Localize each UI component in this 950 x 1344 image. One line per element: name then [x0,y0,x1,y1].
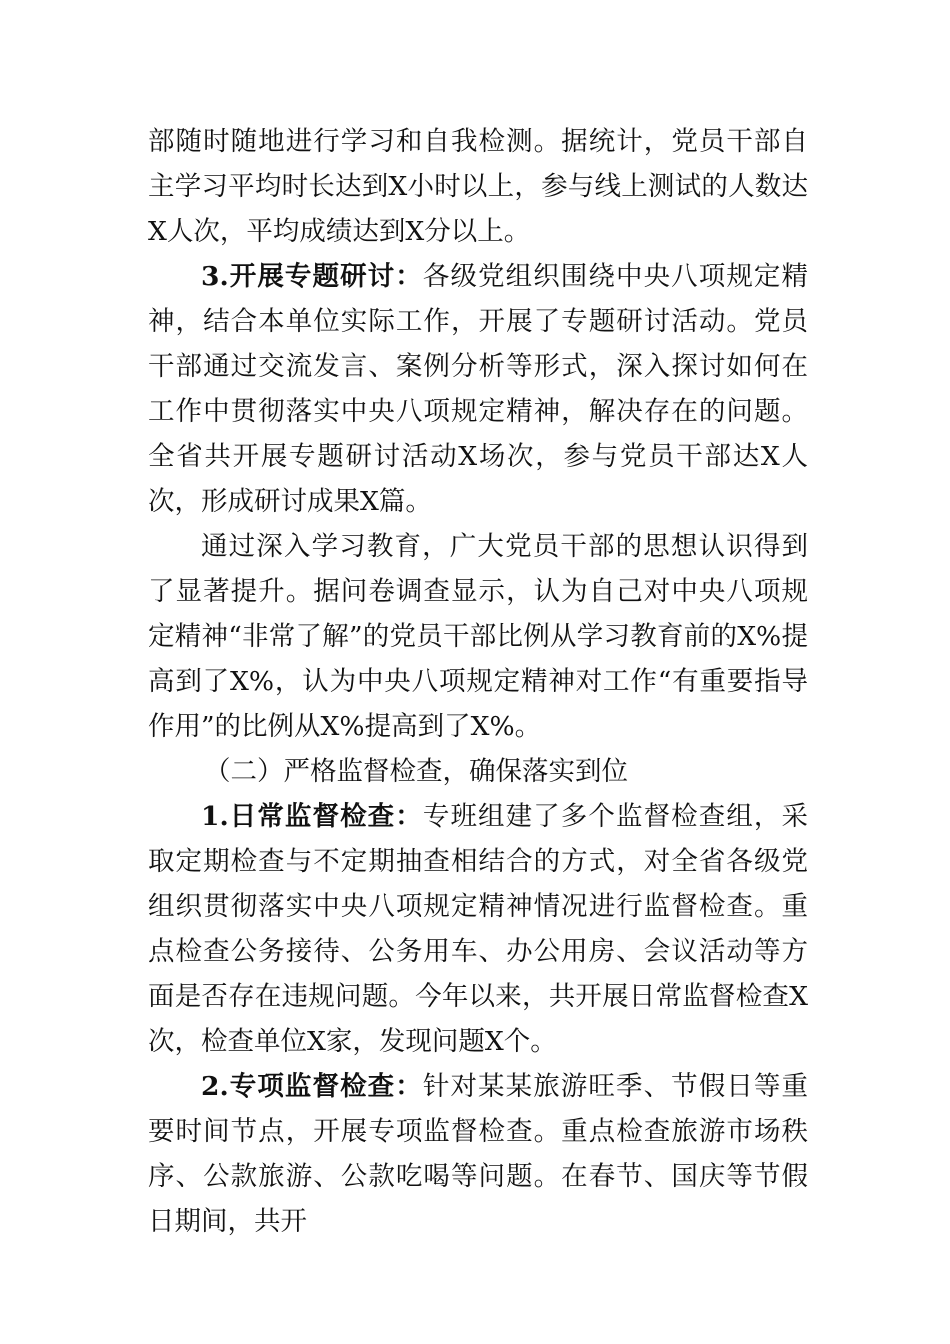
paragraph-self-study: 部随时随地进行学习和自我检测。据统计，党员干部自主学习平均时长达到X小时以上，参与线上测试的人数达X人次，平均成绩达到X分以上。 [148,126,808,247]
special-supervision-lead: 2.专项监督检查： [201,1071,423,1102]
daily-supervision-lead: 1.日常监督检查： [201,801,423,832]
special-supervision-body: 针对某某旅游旺季、节假日等重要时间节点，开展专项监督检查。重点检查旅游市场秩序、公款旅游、公款吃喝等问题。在春节、国庆等节假日期间，共开 [148,1071,809,1237]
paragraph-special-supervision [148,1064,808,1244]
paragraph-daily-supervision [148,794,808,1064]
paragraph-survey-results: 通过深入学习教育，广大党员干部的思想认识得到了显著提升。据问卷调查显示，认为自己对中央八项规定精神“非常了解”的党员干部比例从学习教育前的X%提高到了X%，认为中央八项规定精神对工作“有重要指导作用”的比例从X%提高到了X%。 [148,531,808,742]
seminar-body: 各级党组织围绕中央八项规定精神，结合本单位实际工作，开展了专题研讨活动。党员干部通过交流发言、案例分析等形式，深入探讨如何在工作中贯彻落实中央八项规定精神，解决存在的问题。全省共开展专题研讨活动X场次，参与党员干部达X人次，形成研讨成果X篇。 [148,261,809,517]
paragraph-seminar [148,254,808,524]
document-page [148,119,808,1244]
daily-supervision-body: 专班组建了多个监督检查组，采取定期检查与不定期抽查相结合的方式，对全省各级党组织贯彻落实中央八项规定精神情况进行监督检查。重点检查公务接待、公务用车、办公用房、会议活动等方面是否存在违规问题。今年以来，共开展日常监督检查X次，检查单位X家，发现问题X个。 [148,801,809,1057]
seminar-lead: 3.开展专题研讨： [201,261,423,292]
section-heading: （二）严格监督检查，确保落实到位 [204,756,628,787]
